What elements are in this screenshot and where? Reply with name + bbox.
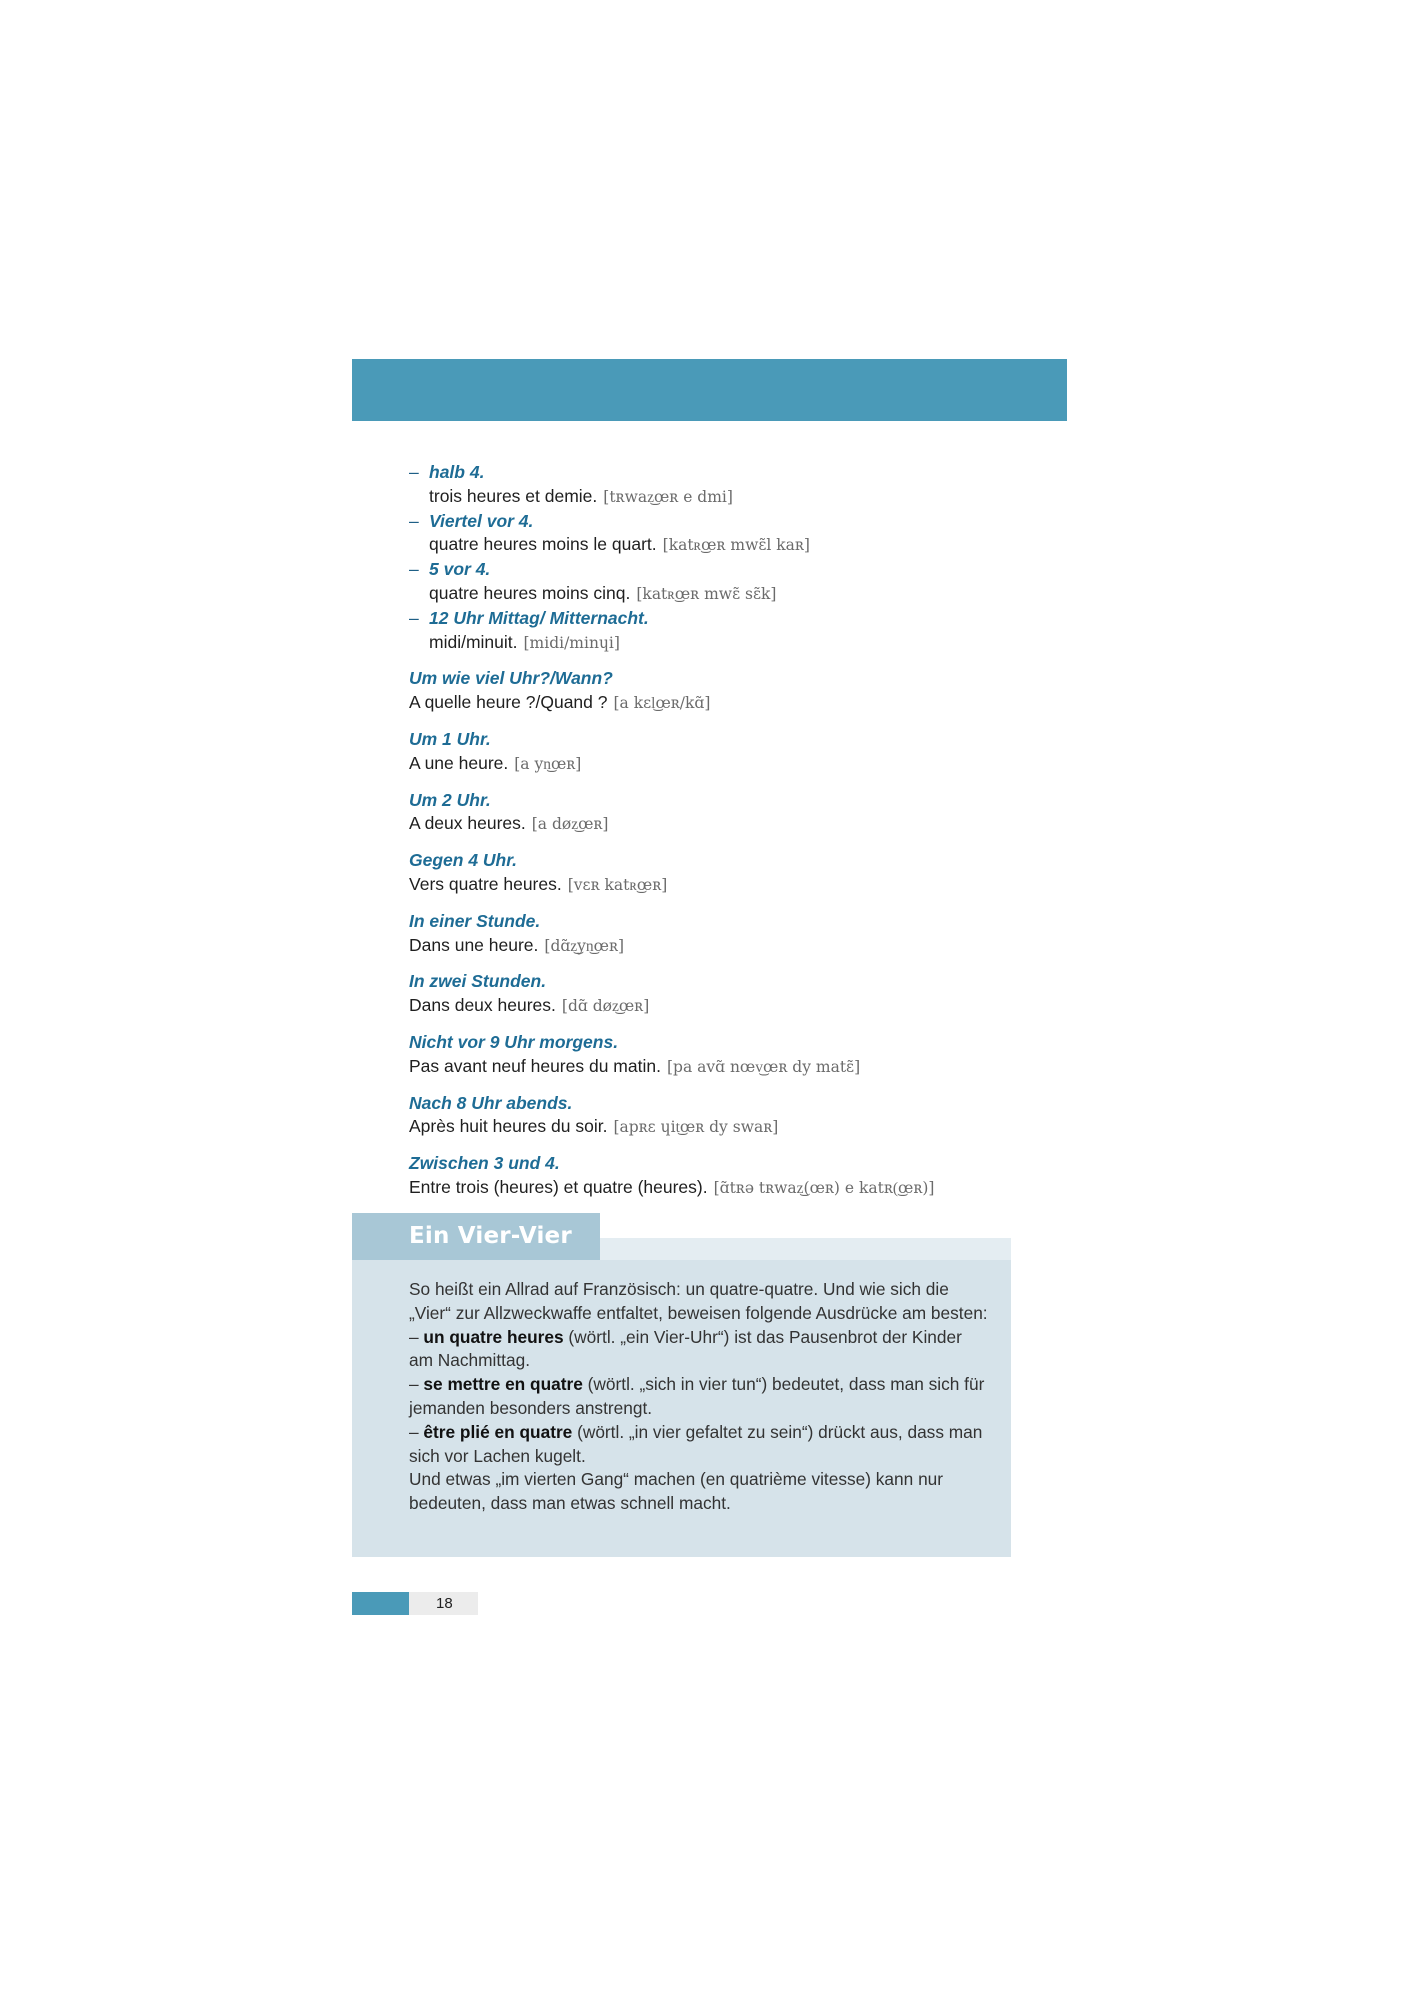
phrase-entry xyxy=(409,1092,1049,1141)
sub-item xyxy=(409,607,1049,656)
german-phrase: halb 4. xyxy=(429,462,485,482)
french-translation xyxy=(429,485,1049,510)
german-phrase: Um 2 Uhr. xyxy=(409,789,491,810)
french-text: Dans deux heures. xyxy=(409,995,556,1016)
pronunciation: [midi/minɥi] xyxy=(523,633,620,652)
info-box-title: Ein Vier-Vier xyxy=(409,1223,572,1249)
pronunciation: [dɑ̃ døz͜œʀ] xyxy=(561,997,650,1016)
item-explanation: (wörtl. „in vier gefaltet zu sein“) drückt aus, dass man sich vor Lachen kugelt. xyxy=(409,1421,983,1466)
item-term: se mettre en quatre xyxy=(423,1374,583,1395)
pronunciation: [a døz͜œʀ] xyxy=(531,815,609,834)
dash-marker: – xyxy=(409,559,419,580)
french-translation xyxy=(409,752,1049,777)
french-text: quatre heures moins cinq. xyxy=(429,582,631,603)
french-translation xyxy=(409,1115,1049,1140)
french-translation xyxy=(429,533,1049,558)
french-text: A deux heures. xyxy=(409,813,526,834)
french-translation xyxy=(429,631,1049,656)
info-box-text xyxy=(409,1278,989,1516)
page-number-box xyxy=(409,1592,478,1615)
phrase-entry xyxy=(409,1152,1049,1201)
phrase-entry xyxy=(409,849,1049,898)
pronunciation: [dɑ̃z͜yn͜œʀ] xyxy=(544,936,625,955)
german-phrase: Um wie viel Uhr?/Wann? xyxy=(409,668,613,689)
pronunciation: [apʀɛ ɥit͜œʀ dy swaʀ] xyxy=(613,1118,779,1137)
dash-marker: – xyxy=(409,462,419,482)
french-text: midi/minuit. xyxy=(429,631,518,652)
french-text: Vers quatre heures. xyxy=(409,873,562,894)
french-text: Après huit heures du soir. xyxy=(409,1116,608,1137)
french-text: trois heures et demie. xyxy=(429,485,598,506)
pronunciation: [pa avɑ̃ nœv͜œʀ dy matɛ̃] xyxy=(666,1057,861,1076)
phrase-entry xyxy=(409,728,1049,777)
info-box-outro: Und etwas „im vierten Gang“ machen (en quatrième vitesse) kann nur bedeuten, dass man etwas schnell macht. xyxy=(409,1469,944,1514)
german-phrase: In einer Stunde. xyxy=(409,910,541,931)
item-dash: – xyxy=(409,1374,424,1395)
info-box-item xyxy=(409,1373,989,1421)
header-band xyxy=(352,359,1067,421)
item-term: être plié en quatre xyxy=(423,1421,573,1442)
info-box-intro: So heißt ein Allrad auf Französisch: un quatre-quatre. Und wie sich die „Vier“ zur Allzweckwaffe entfaltet, beweisen folgende Ausdrücke am besten: xyxy=(409,1279,988,1323)
german-phrase: Viertel vor 4. xyxy=(429,510,534,531)
french-translation xyxy=(409,691,1049,716)
french-translation xyxy=(409,1176,1049,1201)
info-box-item xyxy=(409,1326,989,1374)
phrase-entry xyxy=(409,1031,1049,1080)
french-translation xyxy=(409,873,1049,898)
french-translation xyxy=(409,994,1049,1019)
item-dash: – xyxy=(409,1421,424,1442)
french-text: A une heure. xyxy=(409,752,509,773)
german-phrase: 12 Uhr Mittag/ Mitternacht. xyxy=(429,607,649,628)
sub-item xyxy=(409,510,1049,559)
french-translation xyxy=(409,812,1049,837)
german-phrase: Nicht vor 9 Uhr morgens. xyxy=(409,1031,619,1052)
phrase-entry xyxy=(409,970,1049,1019)
sub-item xyxy=(409,461,1049,510)
item-explanation: (wörtl. „sich in vier tun“) bedeutet, dass man sich für jemanden besonders anstrengt. xyxy=(409,1374,985,1418)
sub-item-list xyxy=(409,461,1049,655)
dash-marker: – xyxy=(409,510,419,531)
pronunciation: [tʀwaz͜œʀ e dmi] xyxy=(603,487,733,506)
german-phrase: Zwischen 3 und 4. xyxy=(409,1153,560,1174)
sub-item xyxy=(409,558,1049,607)
info-box-item xyxy=(409,1421,989,1469)
french-text: A quelle heure ?/Quand ? xyxy=(409,692,608,713)
pronunciation: [katʀ͜œʀ mwɛ̃l kaʀ] xyxy=(662,536,810,555)
dash-marker: – xyxy=(409,607,419,628)
german-phrase: In zwei Stunden. xyxy=(409,971,547,992)
french-text: Dans une heure. xyxy=(409,934,539,955)
phrase-entry xyxy=(409,667,1049,716)
phrase-entry xyxy=(409,789,1049,838)
info-box xyxy=(352,1260,1011,1557)
info-box-header xyxy=(352,1213,600,1260)
german-phrase: 5 vor 4. xyxy=(429,559,491,580)
item-dash: – xyxy=(409,1326,424,1347)
german-phrase: Nach 8 Uhr abends. xyxy=(409,1092,573,1113)
pronunciation: [a kɛl͜œʀ/kɑ̃] xyxy=(613,694,711,713)
page-number: 18 xyxy=(436,1595,453,1612)
german-phrase: Gegen 4 Uhr. xyxy=(409,850,517,871)
german-phrase: Um 1 Uhr. xyxy=(409,728,491,749)
french-text: Entre trois (heures) et quatre (heures). xyxy=(409,1176,708,1197)
french-text: quatre heures moins le quart. xyxy=(429,534,657,555)
item-explanation: (wörtl. „ein Vier-Uhr“) ist das Pausenbrot der Kinder am Nachmittag. xyxy=(409,1326,962,1371)
french-translation xyxy=(409,1055,1049,1080)
phrase-content xyxy=(409,461,1049,1213)
pronunciation: [katʀ͜œʀ mwɛ̃ sɛ̃k] xyxy=(636,584,777,603)
phrase-entry xyxy=(409,910,1049,959)
item-term: un quatre heures xyxy=(423,1326,564,1347)
pronunciation: [a yn͜œʀ] xyxy=(514,754,582,773)
french-text: Pas avant neuf heures du matin. xyxy=(409,1055,661,1076)
french-translation xyxy=(429,582,1049,607)
info-box-header-strip xyxy=(600,1238,1011,1260)
french-translation xyxy=(409,934,1049,959)
page-number-bar xyxy=(352,1592,409,1615)
pronunciation: [ɑ̃tʀə tʀwaz͜(œʀ) e katʀ(͜œʀ)] xyxy=(713,1178,935,1197)
pronunciation: [vɛʀ katʀ͜œʀ] xyxy=(567,875,668,894)
